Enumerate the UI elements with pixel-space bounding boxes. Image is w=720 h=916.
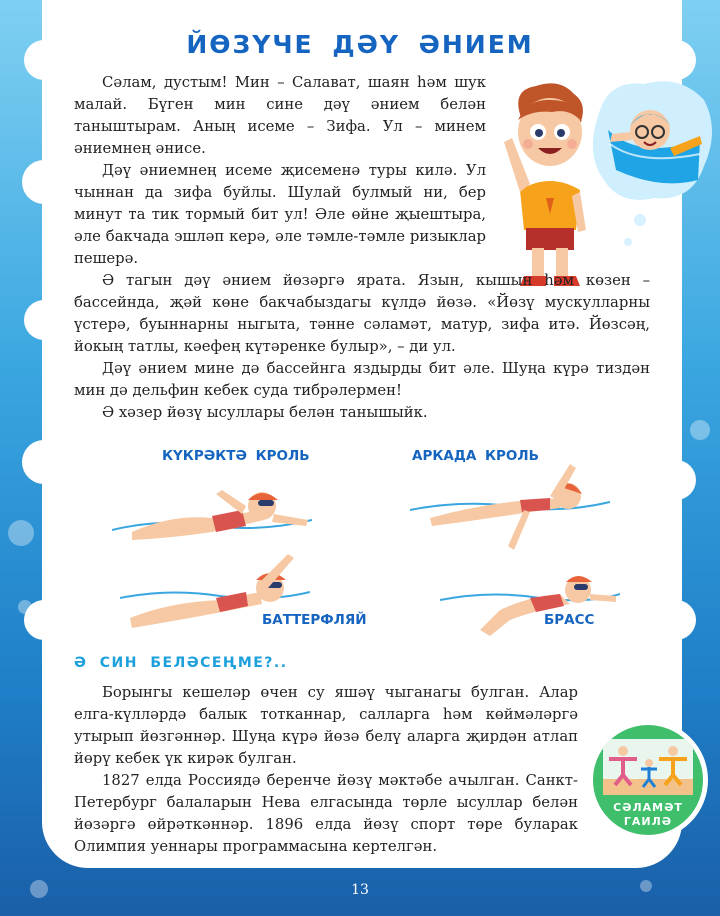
label-breaststroke: БРАСС — [544, 612, 595, 628]
story-paragraph: Дәү әнием мине дә бассейнга яздырды бит әле. Шуңа күрә тиздән мин дә дельфин кебек суда тибрәлермен! — [74, 360, 650, 399]
story-text-lower — [74, 270, 650, 424]
badge-line-1: СӘЛАМӘТ — [613, 801, 683, 814]
story-paragraph: Дәү әниемнең исеме җисеменә туры килә. Ул чыннан да зифа буйлы. Шулай булмый ни, бер минут та тик тормый бит ул! Әле өйне җыештыра, әле бакчада эшләп керә, әле тәмле-тәмле ризыклар пешерә. — [74, 162, 486, 267]
fact-paragraph: 1827 елда Россиядә беренче йөзү мәктәбе ачылган. Санкт-Петербург балаларын Нева елгасында төрле ысуллар белән йөзәргә өйрәткәннәр. 1896 елда йөзү спорт төре буларак Олимпия уеннары программасына кертелгән. — [74, 772, 578, 855]
label-crawl-front: КҮКРӘКТӘ КРОЛЬ — [162, 448, 310, 464]
swimmer-crawl-front — [112, 470, 312, 550]
fact-paragraph: Борынгы кешеләр өчен су яшәү чыганагы булган. Алар елга-күлләрдә балык тотканнар, салларга һәм көймәләргә утырып йөзгәннәр. Шуңа күрә йөзә белү аларга җирдән атлап йөрү кебек үк кирәк булган. — [74, 684, 578, 767]
label-butterfly: БАТТЕРФЛЯЙ — [262, 612, 367, 628]
label-crawl-back: АРКАДА КРОЛЬ — [412, 448, 539, 464]
swimmer-breaststroke — [440, 560, 620, 640]
story-paragraph: Сәлам, дустым! Мин – Салават, шаян һәм шук малай. Бүген мин сине дәү әнием белән таныштырам. Аның исеме – Зифа. Ул – минем әниемнең әнисе. — [74, 74, 486, 157]
grandma-dream-bubble — [580, 70, 720, 270]
story-paragraph: Ә тагын дәү әнием йөзәргә ярата. Язын, кышын һәм көзен – бассейнда, җәй көне бакчабыздагы күлдә йөзә. «Йөзү мускулларны үстерә, буыннарны ныгыта, тәнне сәламәт, матур, зифа итә. Йөзсәң, йокың татлы, кәефең күтәренке булыр», – ди ул. — [74, 272, 650, 355]
page-title: ЙӨЗҮЧЕ ДӘҮ ӘНИЕМ — [186, 30, 534, 59]
swimmer-crawl-back — [410, 460, 610, 560]
swimmer-butterfly — [120, 548, 310, 638]
story-text — [74, 72, 486, 270]
badge-line-2: ГАИЛӘ — [623, 815, 673, 828]
family-exercise-icon — [603, 739, 693, 795]
healthy-family-badge — [588, 720, 708, 840]
fact-text — [74, 682, 578, 858]
fact-heading: Ә СИН БЕЛӘСЕҢМЕ?.. — [74, 655, 288, 671]
story-paragraph: Ә хәзер йөзү ысуллары белән танышыйк. — [102, 404, 428, 421]
page-number: 13 — [351, 882, 369, 898]
